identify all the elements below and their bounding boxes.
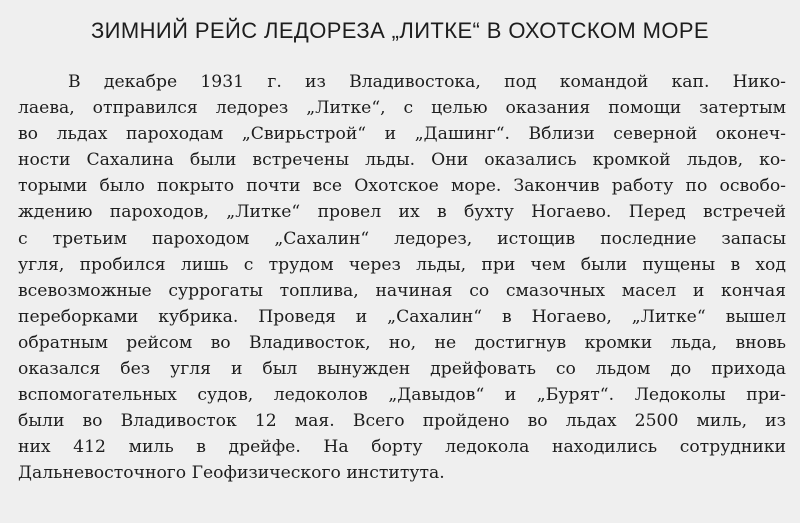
- body-line-7: с третьим пароходом „Сахалин“ ледорез, истощив последние запасы: [18, 228, 786, 249]
- body-line-12: оказался без угля и был вынужден дрейфовать со льдом до прихода: [18, 359, 786, 380]
- body-line-8: угля, пробился лишь с трудом через льды, при чем были пущены в ход: [18, 254, 786, 275]
- body-line-14: были во Владивосток 12 мая. Всего пройдено во льдах 2500 миль, из: [18, 411, 786, 432]
- body-line-13: вспомогательных судов, ледоколов „Давыдов“ и „Бурят“. Ледоколы при-: [18, 385, 786, 406]
- body-line-16: Дальневосточного Геофизического института.: [18, 463, 445, 484]
- article-body: [18, 69, 786, 487]
- body-line-10: переборками кубрика. Проведя и „Сахалин“ в Ногаево, „Литке“ вышел: [18, 306, 786, 327]
- body-line-9: всевозможные суррогаты топлива, начиная со смазочных масел и кончая: [18, 280, 786, 301]
- article-title: ЗИМНИЙ РЕЙС ЛЕДОРЕЗА „ЛИТКЕ“ В ОХОТСКОМ МОРЕ: [90, 18, 709, 43]
- body-line-15: них 412 миль в дрейфе. На борту ледокола находились сотрудники: [18, 437, 786, 458]
- body-line-4: ности Сахалина были встречены льды. Они оказались кромкой льдов, ко-: [18, 150, 786, 171]
- body-line-2: лаева, отправился ледорез „Литке“, с целью оказания помощи затертым: [18, 98, 786, 119]
- body-line-5: торыми было покрыто почти все Охотское море. Закончив работу по освобо-: [18, 176, 786, 197]
- body-line-1: В декабре 1931 г. из Владивостока, под командой кап. Нико-: [68, 72, 786, 92]
- body-line-3: во льдах пароходам „Свирьстрой“ и „Дашинг“. Вблизи северной оконеч-: [18, 124, 786, 145]
- body-line-6: ждению пароходов, „Литке“ провел их в бухту Ногаево. Перед встречей: [18, 202, 786, 223]
- body-line-11: обратным рейсом во Владивосток, но, не достигнув кромки льда, вновь: [18, 332, 786, 353]
